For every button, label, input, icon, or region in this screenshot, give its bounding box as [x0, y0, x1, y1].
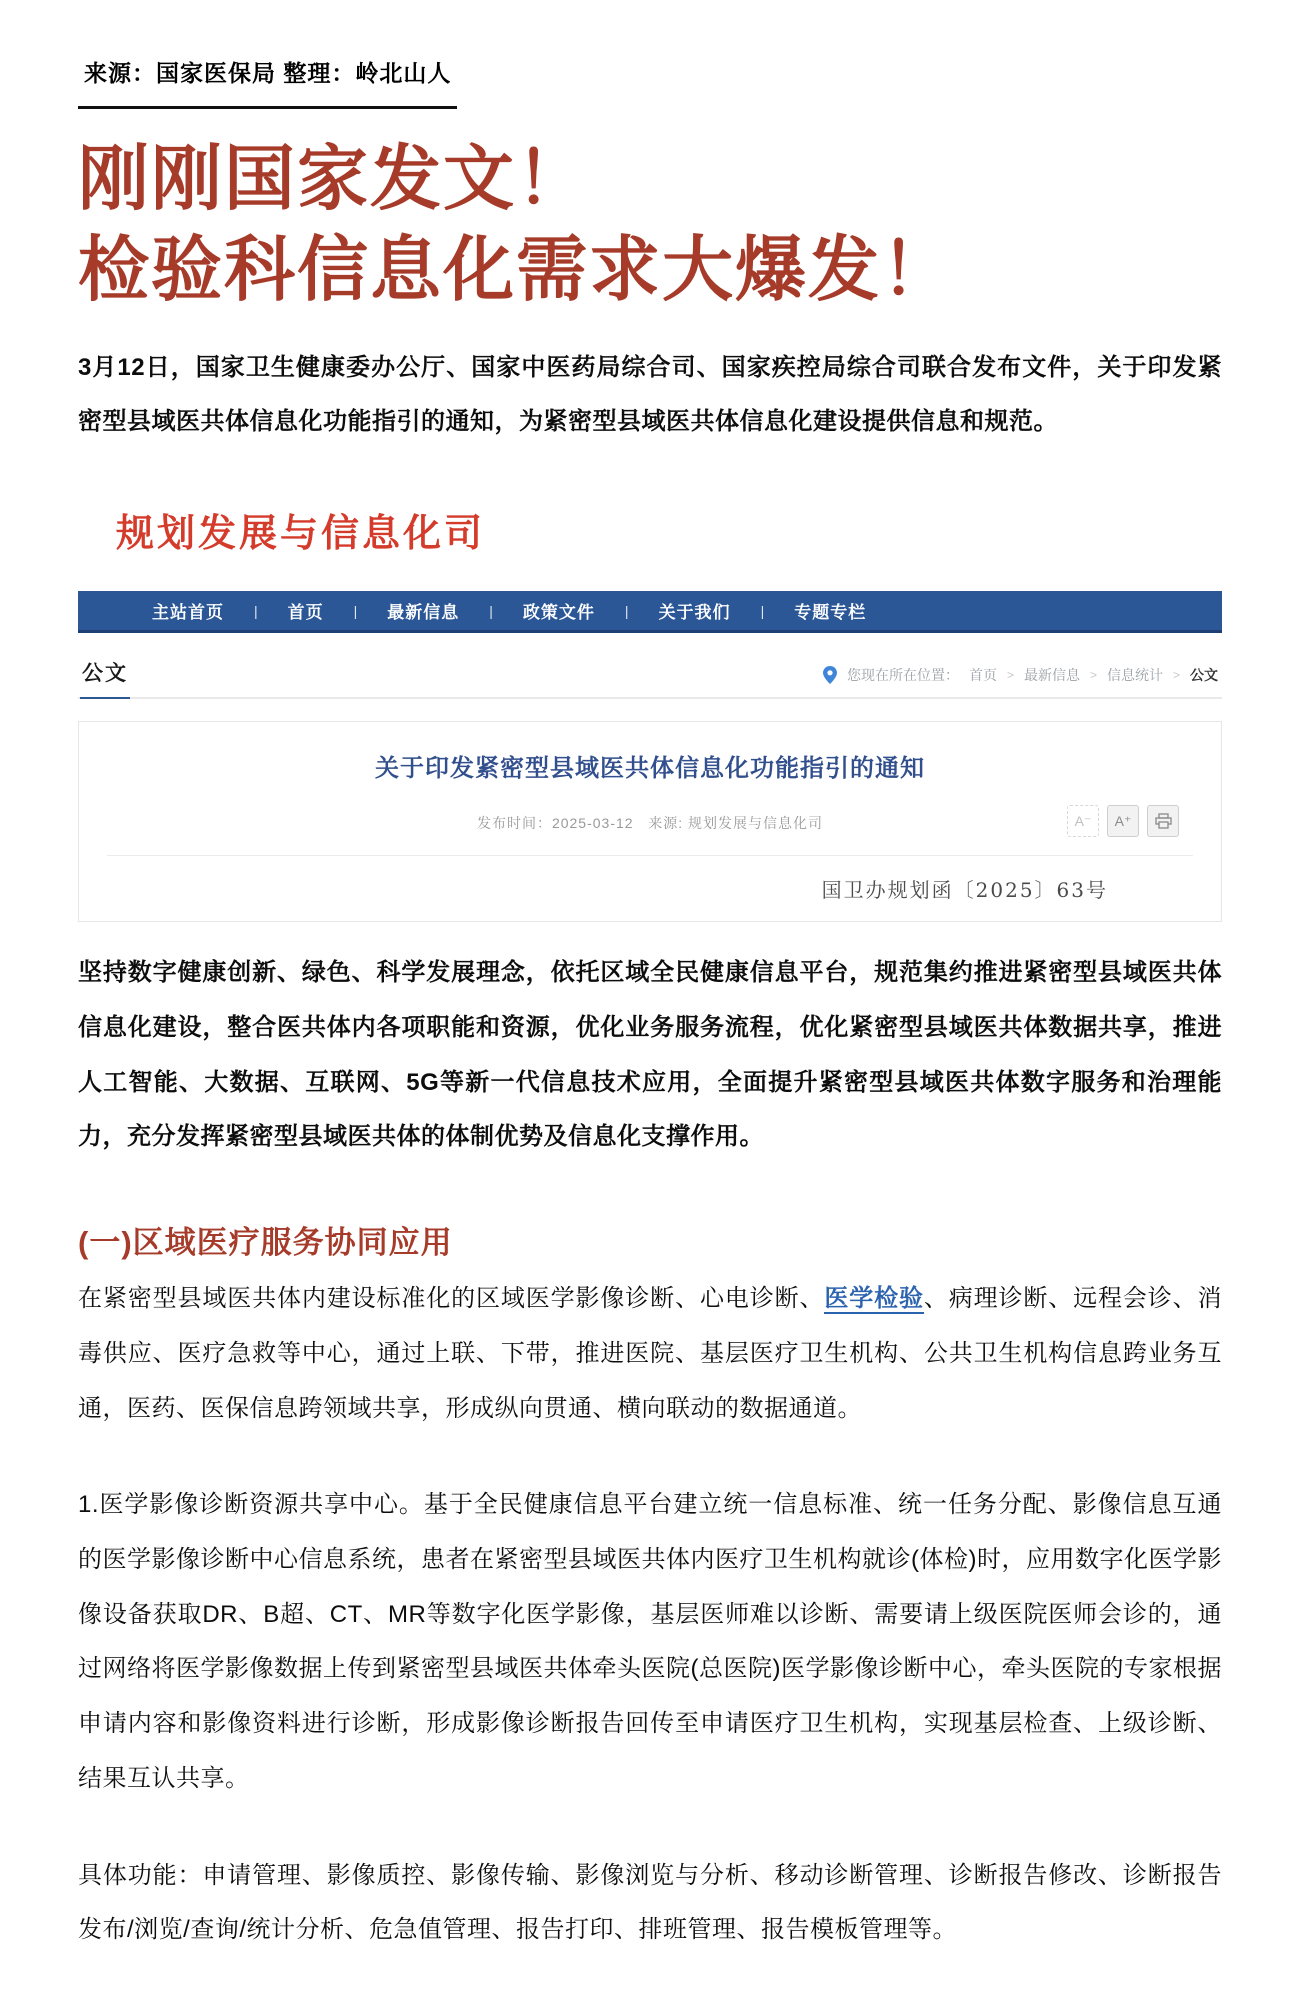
document-toolbar [1067, 805, 1179, 837]
page-title [78, 135, 1222, 317]
nav-item-latest-info[interactable]: 最新信息 [387, 603, 460, 623]
department-title: 规划发展与信息化司 [116, 513, 486, 556]
doc-source-value: 规划发展与信息化司 [688, 815, 824, 832]
website-screenshot [78, 502, 1222, 922]
font-increase-button[interactable]: A⁺ [1107, 805, 1139, 837]
doc-source-label: 来源: [648, 815, 689, 832]
chevron-right-icon: > [1089, 668, 1097, 683]
nav-separator: | [760, 602, 765, 619]
nav-separator: | [624, 602, 629, 619]
nav-item-about-us[interactable]: 关于我们 [658, 603, 731, 623]
chevron-right-icon: > [1172, 668, 1180, 683]
site-navbar [78, 591, 1222, 633]
document-title: 关于印发紧密型县域医共体信息化功能指引的通知 [375, 755, 925, 783]
section-underline [80, 697, 130, 699]
location-pin-icon [823, 666, 837, 684]
breadcrumb-prefix: 您现在所在位置： [846, 667, 959, 684]
nav-item-main-home[interactable]: 主站首页 [152, 603, 224, 623]
coordination-paragraph [78, 1272, 1222, 1436]
functions-paragraph: 具体功能：申请管理、影像质控、影像传输、影像浏览与分析、移动诊断管理、诊断报告修改、诊断报告发布/浏览/查询/统计分析、危急值管理、报告打印、排班管理、报告模板管理等。 [78, 1861, 1222, 1944]
print-button[interactable] [1147, 805, 1179, 837]
nav-item-special-columns[interactable]: 专题专栏 [794, 603, 867, 623]
medical-laboratory-link[interactable]: 医学检验 [824, 1285, 924, 1313]
publish-time-label: 发布时间： [476, 815, 552, 832]
coordination-text-after: 、病理诊断、远程会诊、消毒供应、医疗急救等中心，通过上联、下带，推进医院、基层医疗卫生机构、公共卫生机构信息跨业务互通，医药、医保信息跨领域共享，形成纵向贯通、横向联动的数据通道。 [78, 1285, 1223, 1422]
breadcrumb [823, 665, 1218, 687]
nav-separator: | [489, 602, 493, 619]
breadcrumb-row [78, 657, 1222, 699]
nav-item-home[interactable]: 首页 [287, 603, 324, 623]
nav-separator: | [353, 602, 358, 619]
breadcrumb-item-latest-info[interactable]: 最新信息 [1023, 667, 1080, 684]
title-line-2: 检验科信息化需求大爆发！ [78, 230, 955, 310]
imaging-center-paragraph: 1.医学影像诊断资源共享中心。基于全民健康信息平台建立统一信息标准、统一任务分配、影像信息互通的医学影像诊断中心信息系统，患者在紧密型县域医共体内医疗卫生机构就诊(体检)时，应用数字化医学影像设备获取DR、B超、CT、MR等数字化医学影像，基层医师难以诊断、需要请上级医院医师会诊的，通过网络将医学影像数据上传到紧密型县域医共体牵头医院(总医院)医学影像诊断中心，牵头医院的专家根据申请内容和影像资料进行诊断，形成影像诊断报告回传至申请医疗卫生机构，实现基层检查、上级诊断、结果互认共享。 [78, 1491, 1222, 1792]
document-number: 国卫办规划函〔2025〕63号 [821, 878, 1108, 903]
document-header-box [78, 721, 1222, 922]
source-line: 来源：国家医保局 整理：岭北山人 [78, 55, 457, 109]
document-meta-row [107, 805, 1193, 839]
section-label: 公文 [82, 662, 128, 686]
breadcrumb-item-info-statistics[interactable]: 信息统计 [1106, 667, 1163, 684]
breadcrumb-item-home[interactable]: 首页 [968, 667, 997, 684]
chevron-right-icon: > [1006, 668, 1014, 683]
title-line-1: 刚刚国家发文！ [78, 140, 590, 219]
coordination-text-before: 在紧密型县域医共体内建设标准化的区域医学影像诊断、心电诊断、 [78, 1285, 825, 1313]
printer-icon [1155, 813, 1172, 829]
nav-item-policy-docs[interactable]: 政策文件 [522, 603, 595, 623]
publish-time-value: 2025-03-12 [551, 815, 634, 832]
font-decrease-button[interactable]: A⁻ [1067, 805, 1099, 837]
document-meta [107, 805, 1193, 833]
breadcrumb-item-current: 公文 [1190, 667, 1218, 684]
section-heading-1: (一)区域医疗服务协同应用 [78, 1225, 453, 1261]
policy-paragraph: 坚持数字健康创新、绿色、科学发展理念，依托区域全民健康信息平台，规范集约推进紧密型县域医共体信息化建设，整合医共体内各项职能和资源，优化业务服务流程，优化紧密型县域医共体数据共享，推进人工智能、大数据、互联网、5G等新一代信息技术应用，全面提升紧密型县域医共体数字服务和治理能力，充分发挥紧密型县域医共体的体制优势及信息化支撑作用。 [78, 959, 1222, 1151]
intro-paragraph: 3月12日，国家卫生健康委办公厅、国家中医药局综合司、国家疾控局综合司联合发布文件，关于印发紧密型县域医共体信息化功能指引的通知，为紧密型县域医共体信息化建设提供信息和规范。 [78, 353, 1222, 436]
document-divider [107, 855, 1193, 856]
nav-separator: | [254, 602, 258, 619]
